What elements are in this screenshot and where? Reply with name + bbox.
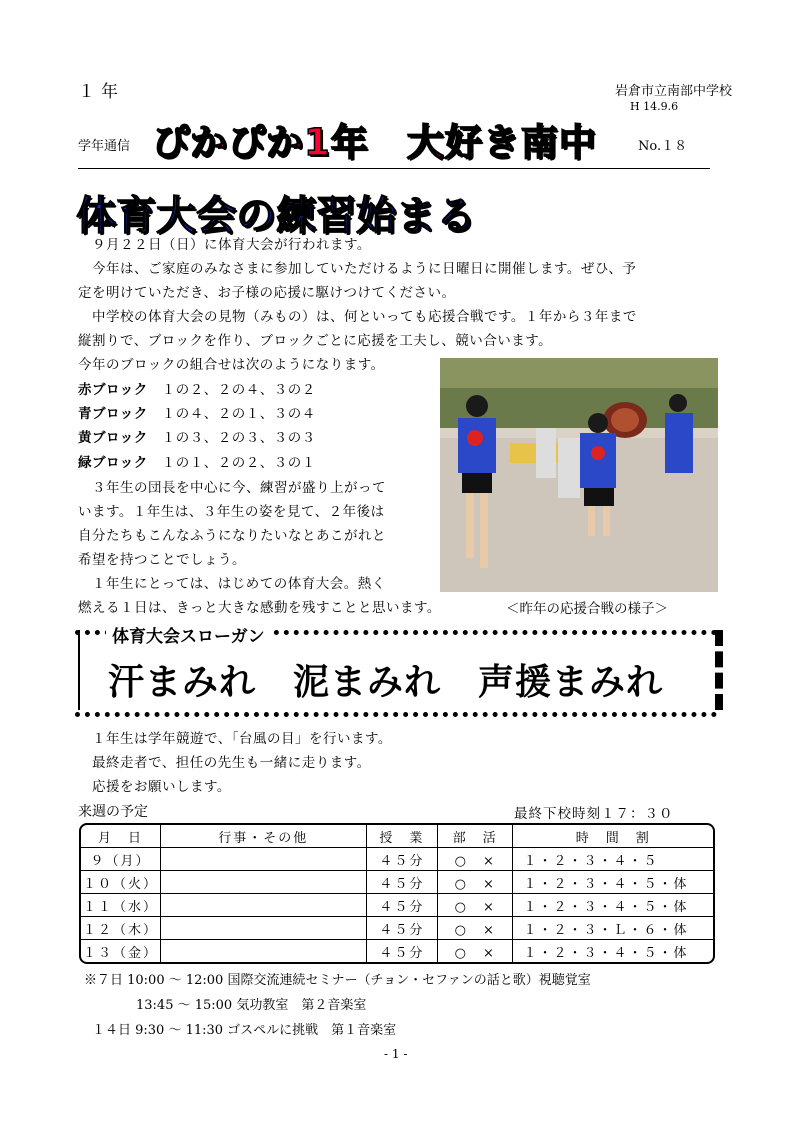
issue-number: No.１８ xyxy=(638,139,688,154)
classes-cell: ４５分 xyxy=(367,871,438,894)
column-header: 行事・その他 xyxy=(161,825,367,848)
block-row xyxy=(78,451,316,475)
paragraph-line: 希望を持つことでしょう。 xyxy=(78,552,246,568)
paragraph-line: 自分たちもこんなふうになりたいなとあこがれと xyxy=(78,528,386,544)
paragraph-line: 縦割りで、ブロックを作り、ブロックごとに応援を工夫し、競い合います。 xyxy=(78,333,553,349)
cheer-battle-photo xyxy=(440,358,718,592)
column-header: 月 日 xyxy=(81,825,161,848)
slogan-text: 汗まみれ 泥まみれ 声援まみれ xyxy=(108,662,664,703)
grade-label: １年 xyxy=(78,82,124,102)
paragraph-line: 中学校の体育大会の見物（みもの）は、何といっても応援合戦です。１年から３年まで xyxy=(92,309,637,325)
issue-date: H 14.9.6 xyxy=(630,100,679,113)
club-cell: ○ × xyxy=(438,848,513,871)
event-cell xyxy=(161,940,367,962)
date-cell: １１（水） xyxy=(81,894,161,917)
timetable-cell: １・２・３・Ｌ・６・体 xyxy=(513,917,713,940)
block-row xyxy=(78,402,316,426)
table-row xyxy=(81,848,713,871)
newsletter-label: 学年通信 xyxy=(78,139,131,154)
schedule-table xyxy=(79,823,715,964)
event-cell xyxy=(161,871,367,894)
note-line: ※７日 10:00 ～ 12:00 国際交流連続セミナー（チョン・セファンの話と歌）視聴覚室 xyxy=(84,973,591,988)
block-members: １の１、２の２、３の１ xyxy=(161,455,316,471)
timetable-cell: １・２・３・４・５・体 xyxy=(513,894,713,917)
note-line: 13:45 ～ 15:00 気功教室 第２音楽室 xyxy=(136,998,367,1013)
school-name: 岩倉市立南部中学校 xyxy=(614,84,732,99)
table-row xyxy=(81,871,713,894)
paragraph-line: 応援をお願いします。 xyxy=(92,779,231,795)
date-cell: １２（木） xyxy=(81,917,161,940)
block-members: １の２、２の４、３の２ xyxy=(161,382,316,398)
paragraph-line: 今年は、ご家庭のみなさまに参加していただけるように日曜日に開催します。ぜひ、予 xyxy=(92,261,637,277)
last-dismissal-time: 最終下校時刻１７：３０ xyxy=(514,806,674,822)
table-header-row xyxy=(81,825,713,848)
paragraph-line: 燃える１日は、きっと大きな感動を残すことと思います。 xyxy=(78,600,441,616)
block-members: １の４、２の１、３の４ xyxy=(161,406,316,422)
schedule-title: 来週の予定 xyxy=(78,804,148,820)
club-cell: ○ × xyxy=(438,871,513,894)
date-cell: ９（月） xyxy=(81,848,161,871)
block-row xyxy=(78,378,316,402)
event-cell xyxy=(161,894,367,917)
block-members: １の３、２の３、３の３ xyxy=(161,430,316,446)
note-line: １４日 9:30 ～ 11:30 ゴスペルに挑戦 第１音楽室 xyxy=(92,1023,397,1038)
classes-cell: ４５分 xyxy=(367,848,438,871)
table-row xyxy=(81,917,713,940)
paragraph-line: ９月２２日（日）に体育大会が行われます。 xyxy=(92,237,371,253)
event-cell xyxy=(161,917,367,940)
photo-illustration xyxy=(440,358,718,592)
newsletter-title: ぴかぴか1年 大好き南中 xyxy=(152,121,597,164)
column-header: 授 業 xyxy=(367,825,438,848)
block-row xyxy=(78,426,316,450)
classes-cell: ４５分 xyxy=(367,917,438,940)
paragraph-line: 定を明けていただき、お子様の応援に駆けつけてください。 xyxy=(78,285,456,301)
club-cell: ○ × xyxy=(438,940,513,962)
header-divider xyxy=(78,168,710,169)
date-cell: １０（火） xyxy=(81,871,161,894)
paragraph-line: １年生にとっては、はじめての体育大会。熱く xyxy=(92,576,386,592)
block-name: 黄ブロック xyxy=(78,430,148,446)
column-header: 部 活 xyxy=(438,825,513,848)
block-name: 青ブロック xyxy=(78,406,148,422)
paragraph-line: います。１年生は、３年生の姿を見て、２年後は xyxy=(78,504,385,520)
classes-cell: ４５分 xyxy=(367,940,438,962)
slogan-label: 体育大会スローガン xyxy=(106,622,271,647)
block-name: 赤ブロック xyxy=(78,382,148,398)
slogan-border-bottom xyxy=(75,706,717,717)
classes-cell: ４５分 xyxy=(367,894,438,917)
paragraph-line: １年生は学年競遊で、「台風の目」を行います。 xyxy=(92,731,392,747)
event-cell xyxy=(161,848,367,871)
timetable-cell: １・２・３・４・５・体 xyxy=(523,945,689,961)
timetable-cell: １・２・３・４・５ xyxy=(513,848,713,871)
date-cell: １３（金） xyxy=(81,940,161,962)
headline: 体育大会の練習始まる xyxy=(76,193,476,239)
paragraph-line: 今年のブロックの組合せは次のようになります。 xyxy=(78,357,385,373)
club-cell: ○ × xyxy=(438,894,513,917)
table-row xyxy=(81,940,713,962)
column-header: 時 間 割 xyxy=(513,825,713,848)
block-name: 緑ブロック xyxy=(78,455,148,471)
timetable-cell: １・２・３・４・５・体 xyxy=(513,871,713,894)
club-cell: ○ × xyxy=(438,917,513,940)
page-number: - 1 - xyxy=(384,1047,408,1061)
photo-caption: ＜昨年の応援合戦の様子＞ xyxy=(506,601,668,617)
table-row xyxy=(81,894,713,917)
paragraph-line: 最終走者で、担任の先生も一緒に走ります。 xyxy=(92,755,371,771)
paragraph-line: ３年生の団長を中心に今、練習が盛り上がって xyxy=(92,480,386,496)
